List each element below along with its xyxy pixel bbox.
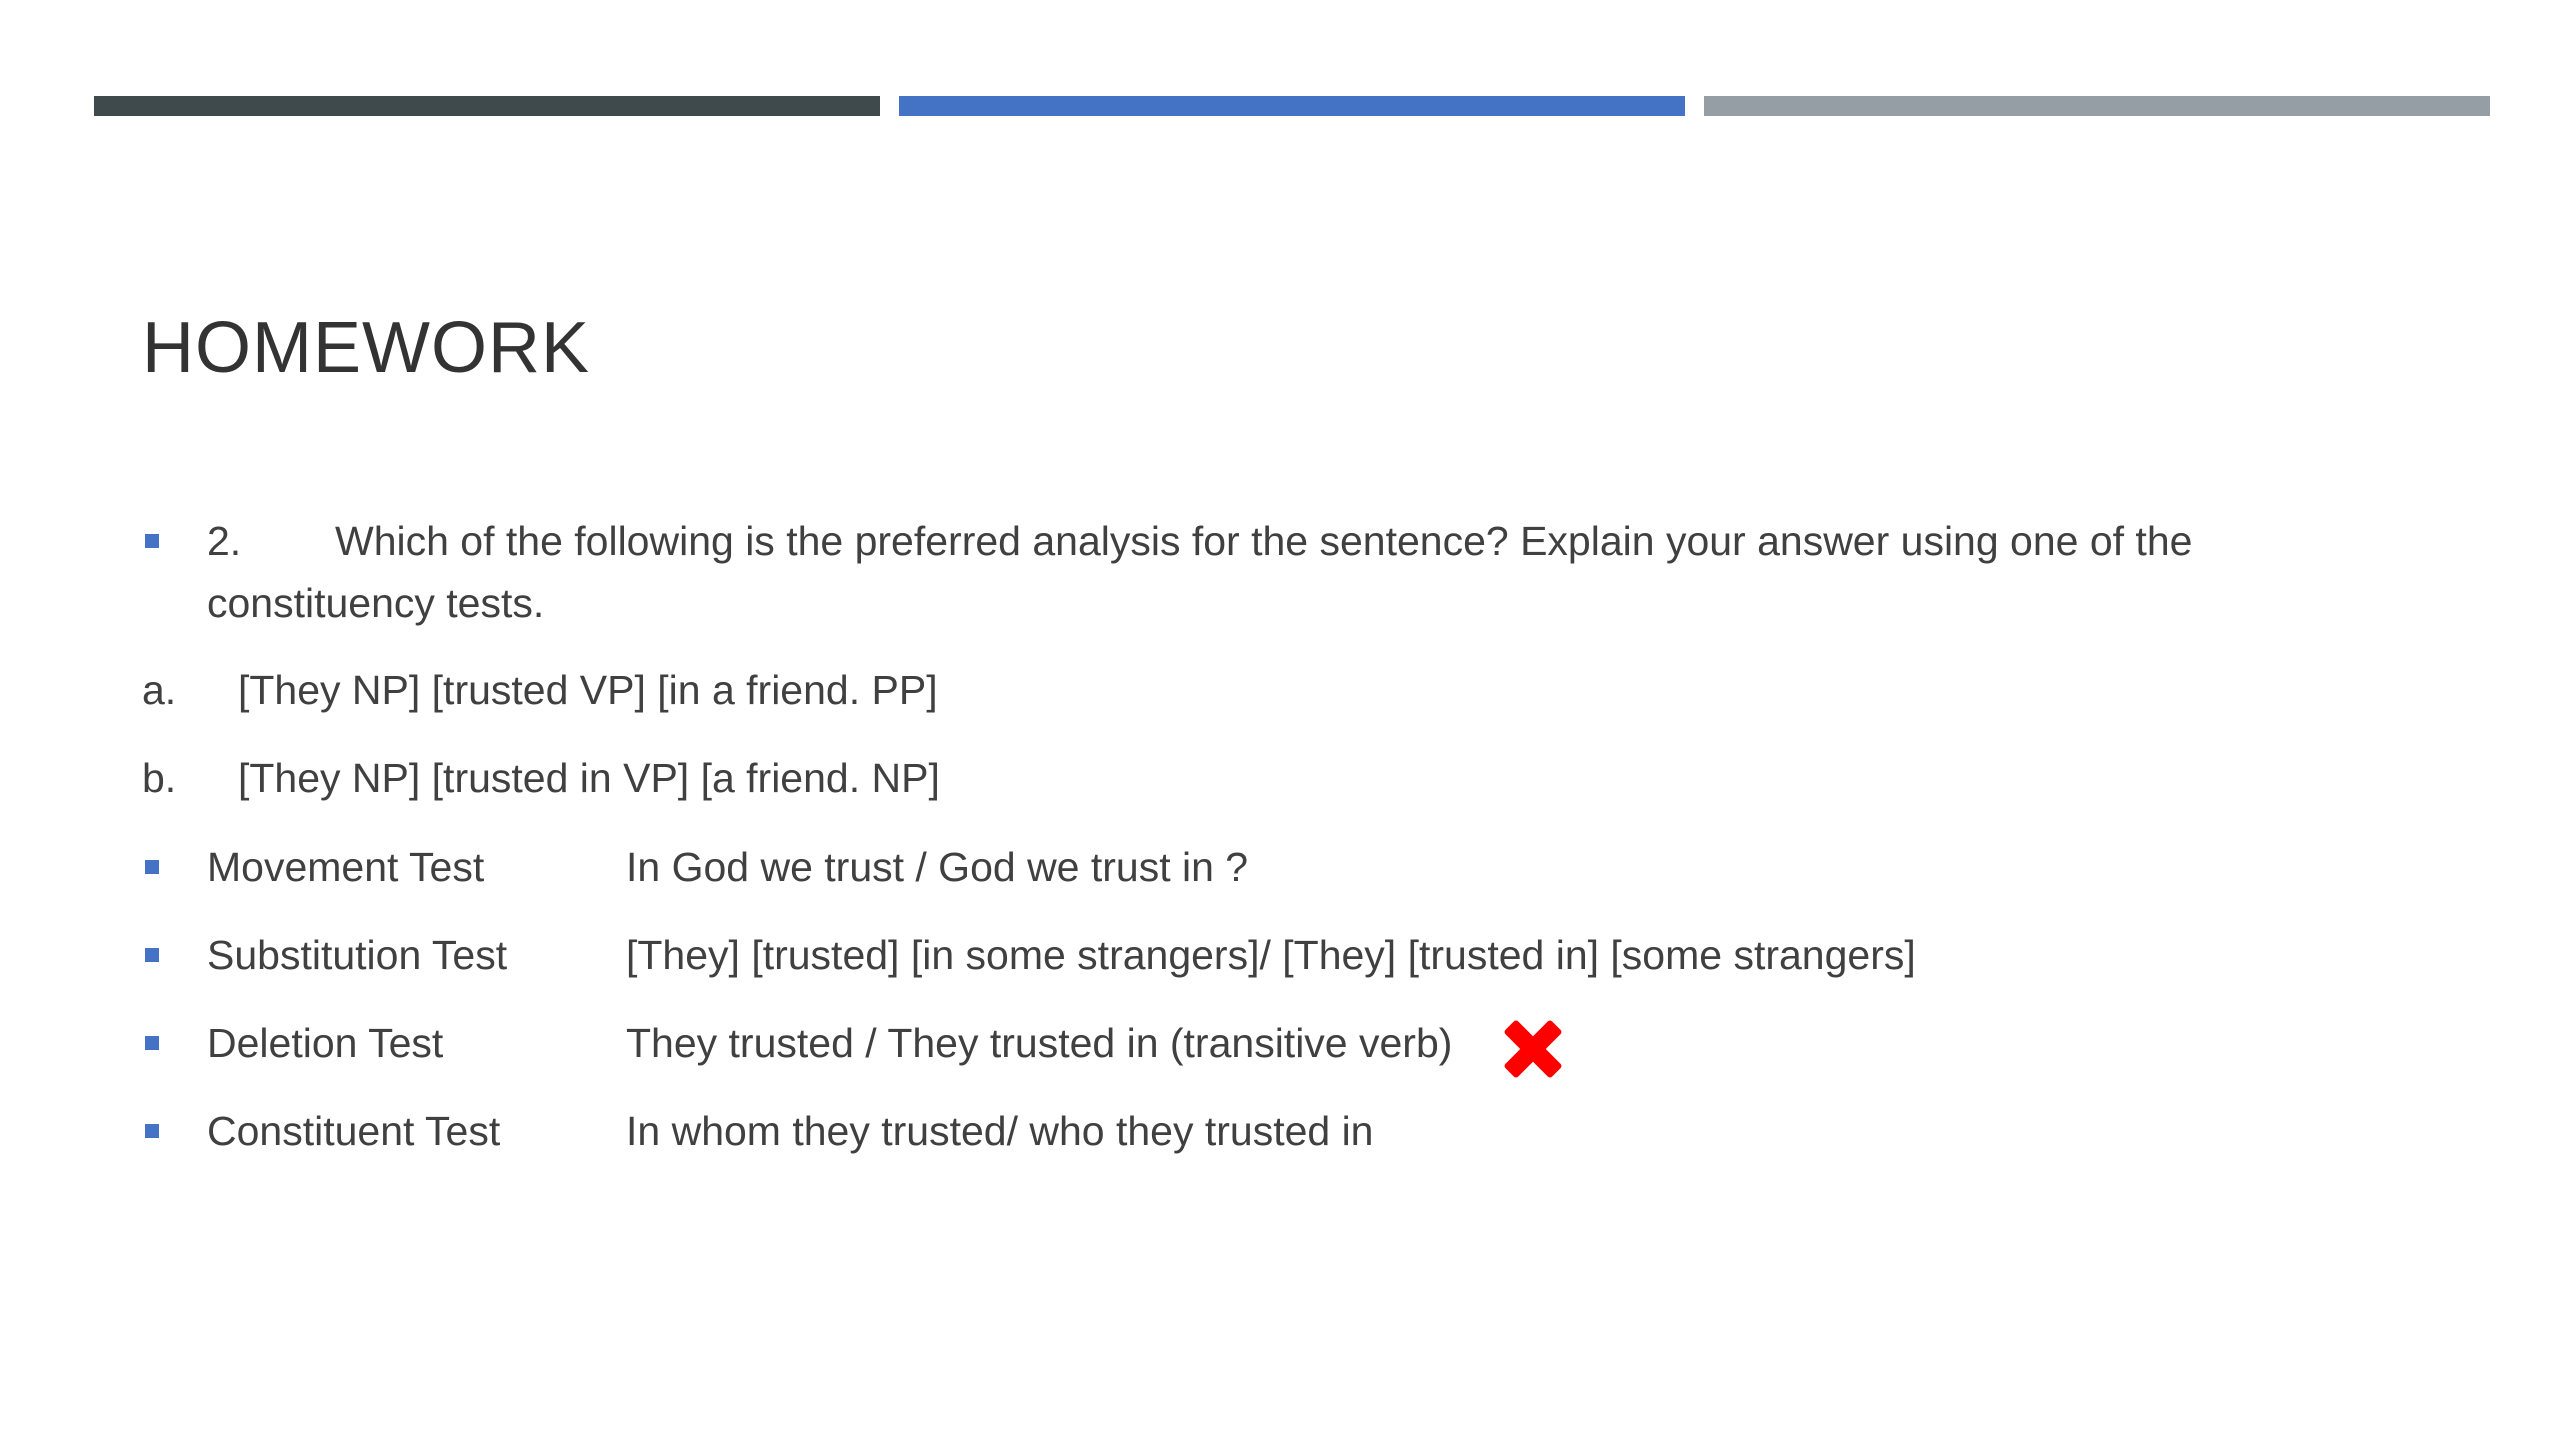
option-marker: a. xyxy=(142,667,177,713)
test-text: In whom they trusted/ who they trusted in xyxy=(626,1108,1374,1154)
list-bullet xyxy=(145,860,159,874)
option-marker: b. xyxy=(142,755,177,801)
question-text-line2: constituency tests. xyxy=(207,580,545,626)
question-bullet xyxy=(145,534,159,548)
test-text: [They] [trusted] [in some strangers]/ [They] [trusted in] [some strangers] xyxy=(626,932,1916,978)
slide-title: HOMEWORK xyxy=(142,308,590,388)
question-number: 2. xyxy=(207,518,242,564)
option-text: [They NP] [trusted in VP] [a friend. NP] xyxy=(238,755,940,801)
test-label: Substitution Test xyxy=(207,932,508,978)
test-text: They trusted / They trusted in (transitive verb) xyxy=(626,1020,1453,1066)
option-text: [They NP] [trusted VP] [in a friend. PP] xyxy=(238,667,938,713)
question-text-line1: Which of the following is the preferred analysis for the sentence? Explain your answer using one of the xyxy=(335,518,2193,564)
test-text: In God we trust / God we trust in ? xyxy=(626,844,1249,890)
list-bullet xyxy=(145,948,159,962)
test-label: Deletion Test xyxy=(207,1020,444,1066)
test-label: Movement Test xyxy=(207,844,485,890)
red-x-icon xyxy=(1500,1016,1566,1082)
list-bullet xyxy=(145,1124,159,1138)
list-bullet xyxy=(145,1036,159,1050)
test-label: Constituent Test xyxy=(207,1108,501,1154)
